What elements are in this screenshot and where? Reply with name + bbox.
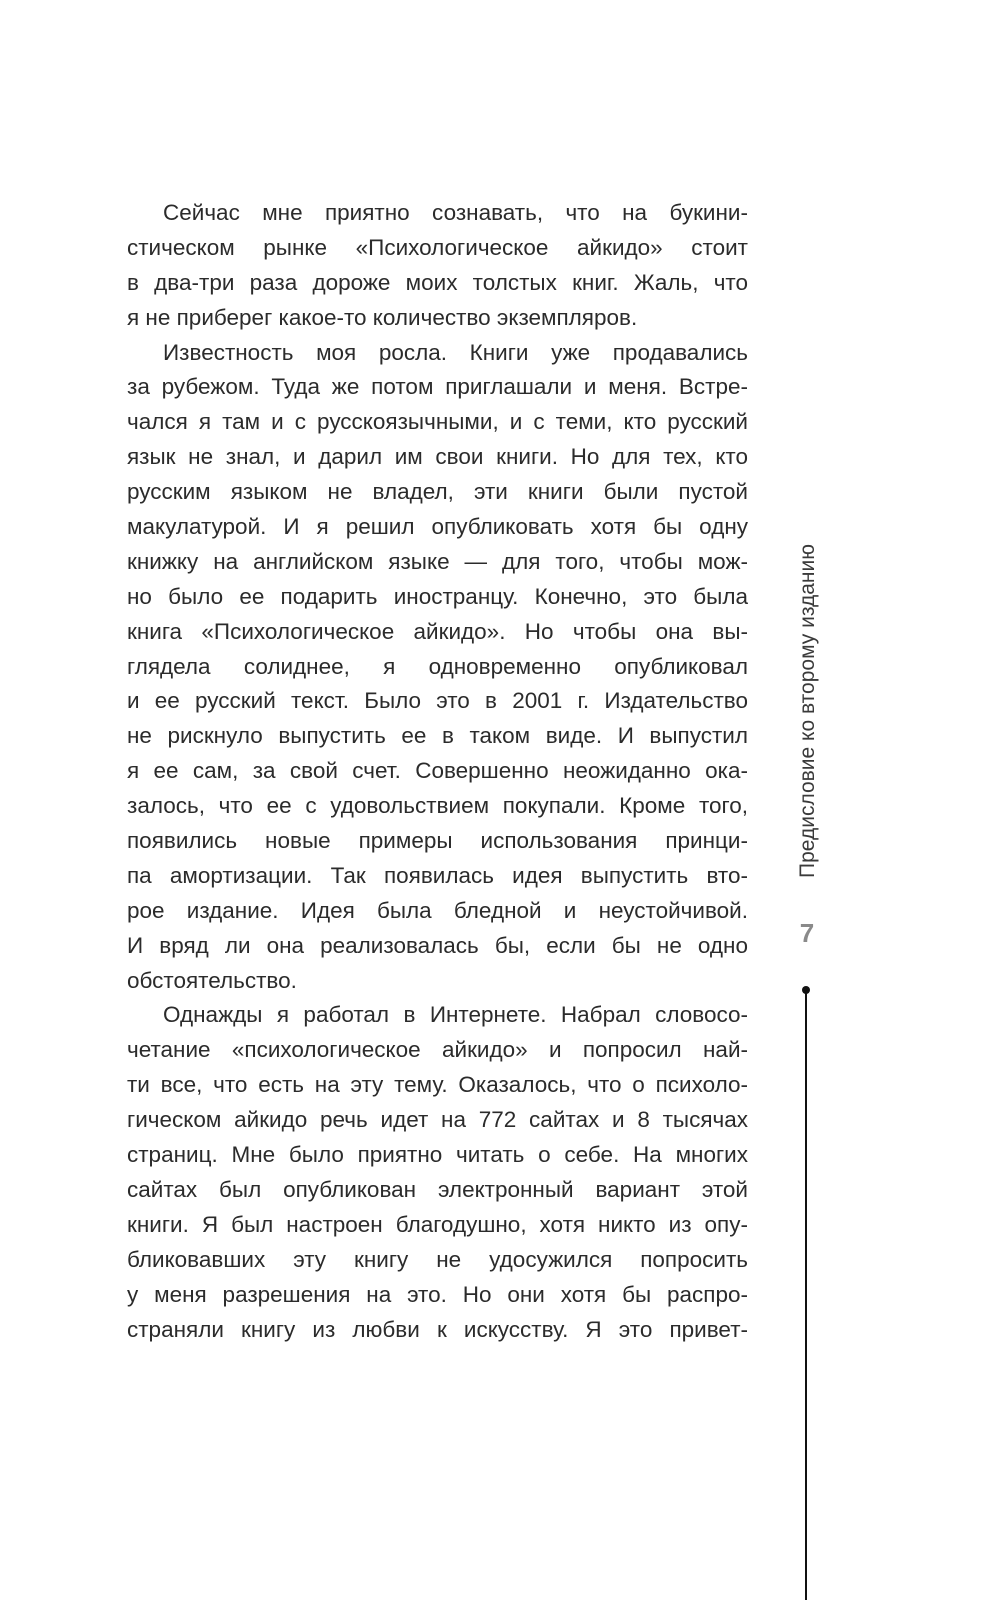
text-line: макулатурой. И я решил опубликовать хотя бы одну bbox=[127, 514, 748, 540]
text-line: не рискнуло выпустить ее в таком виде. И выпустил bbox=[127, 723, 748, 749]
text-line: у меня разрешения на это. Но они хотя бы распро- bbox=[127, 1281, 748, 1307]
text-line: язык не знал, и дарил им свои книги. Но для тех, кто bbox=[127, 444, 748, 470]
text-line: бликовавших эту книгу не удосужился попросить bbox=[127, 1246, 748, 1272]
text-line: но было ее подарить иностранцу. Конечно, это была bbox=[127, 583, 748, 609]
text-line: па амортизации. Так появилась идея выпустить вто- bbox=[127, 862, 748, 888]
running-header bbox=[795, 530, 821, 892]
text-line: книга «Психологическое айкидо». Но чтобы она вы- bbox=[127, 618, 748, 644]
text-line: залось, что ее с удовольствием покупали. Кроме того, bbox=[127, 793, 748, 819]
text-line: книжку на английском языке — для того, чтобы мож- bbox=[127, 548, 748, 574]
text-line: в два-три раза дороже моих толстых книг. Жаль, что bbox=[127, 269, 748, 295]
text-line: Однажды я работал в Интернете. Набрал словосо- bbox=[163, 1002, 748, 1028]
vertical-rule bbox=[805, 990, 807, 1600]
text-line: я не приберег какое-то количество экземпляров. bbox=[127, 304, 638, 330]
text-line: рое издание. Идея была бледной и неустойчивой. bbox=[127, 897, 748, 923]
text-line: стическом рынке «Психологическое айкидо» стоит bbox=[127, 234, 748, 260]
text-line: Сейчас мне приятно сознавать, что на букини- bbox=[163, 200, 748, 225]
text-line: за рубежом. Туда же потом приглашали и меня. Встре- bbox=[127, 374, 748, 400]
text-line: страниц. Мне было приятно читать о себе. На многих bbox=[127, 1142, 748, 1168]
text-line: сайтах был опубликован электронный вариант этой bbox=[127, 1176, 748, 1202]
text-line: и ее русский текст. Было это в 2001 г. Издательство bbox=[127, 688, 748, 714]
text-line: гическом айкидо речь идет на 772 сайтах и 8 тысячах bbox=[127, 1107, 748, 1133]
text-line: ти все, что есть на эту тему. Оказалось, что о психоло- bbox=[127, 1072, 748, 1098]
paragraph bbox=[127, 196, 748, 336]
running-header-text: Предисловие ко второму изданию bbox=[796, 543, 819, 879]
body-text bbox=[127, 196, 748, 1347]
text-line: я ее сам, за свой счет. Совершенно неожиданно ока- bbox=[127, 758, 748, 784]
text-line: книги. Я был настроен благодушно, хотя никто из опу- bbox=[127, 1211, 748, 1237]
text-line: появились новые примеры использования принци- bbox=[127, 828, 748, 854]
text-line: русским языком не владел, эти книги были пустой bbox=[127, 479, 748, 505]
text-line: обстоятельство. bbox=[127, 967, 297, 993]
paragraph bbox=[127, 336, 748, 999]
text-line: страняли книгу из любви к искусству. Я это привет- bbox=[127, 1316, 748, 1342]
text-line: четание «психологическое айкидо» и попросил най- bbox=[127, 1037, 748, 1063]
text-line: чался я там и с русскоязычными, и с теми, кто русский bbox=[127, 409, 748, 435]
paragraph bbox=[127, 998, 748, 1347]
text-line: глядела солиднее, я одновременно опубликовал bbox=[127, 653, 748, 679]
text-line: Известность моя росла. Книги уже продавались bbox=[163, 339, 748, 365]
text-line: И вряд ли она реализовалась бы, если бы не одно bbox=[127, 932, 748, 958]
page-number: 7 bbox=[799, 918, 815, 948]
